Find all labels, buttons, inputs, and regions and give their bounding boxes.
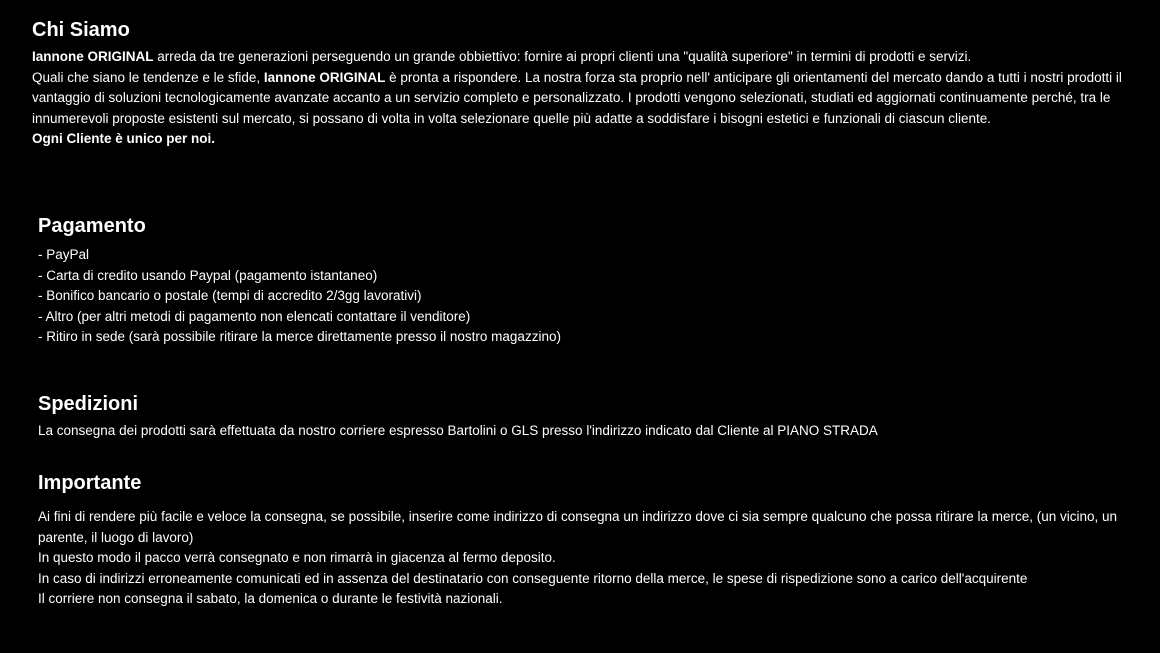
chi-siamo-heading: Chi Siamo	[32, 19, 130, 41]
importante-body	[38, 507, 1123, 610]
payment-method-item: - Altro (per altri metodi di pagamento non elencati contattare il venditore)	[38, 308, 471, 324]
chi-siamo-closing-text: Ogni Cliente è unico per noi.	[32, 131, 216, 146]
payment-method-item: - Carta di credito usando Paypal (pagamento istantaneo)	[38, 267, 378, 283]
importante-section	[38, 471, 1123, 610]
chi-siamo-p2-pre: Quali che siano le tendenze e le sfide,	[32, 69, 264, 85]
payment-method-item: - PayPal	[38, 247, 90, 262]
pagamento-heading: Pagamento	[38, 215, 146, 237]
importante-paragraph-3: In caso di indirizzi erroneamente comunicati ed in assenza del destinatario con conseguente ritorno della merce, le spese di rispedizione sono a carico dell'acquirente	[38, 570, 1028, 586]
importante-heading: Importante	[38, 472, 142, 494]
payment-method-item: - Ritiro in sede (sarà possibile ritirare la merce direttamente presso il nostro magazzino)	[38, 329, 561, 344]
spedizioni-body	[38, 421, 1118, 442]
chi-siamo-section	[32, 18, 1122, 150]
chi-siamo-paragraph-1	[32, 47, 1122, 68]
spedizioni-text: La consegna dei prodotti sarà effettuata da nostro corriere espresso Bartolini o GLS presso l'indirizzo indicato dal Cliente al PIANO STRADA	[38, 423, 878, 438]
spedizioni-section	[38, 392, 1118, 442]
payment-methods-list	[38, 245, 1118, 348]
pagamento-section	[38, 214, 1118, 348]
chi-siamo-p2-text: è pronta a rispondere. La nostra forza sta proprio nell' anticipare gli orientamenti del mercato dando a tutti i nostri prodotti il vantaggio di soluzioni tecnologicamente avanzate accanto a un servizio completo e personalizzato. I prodotti vengono selezionati, studiati ed aggiornati continuamente perché, tra le innumerevoli proposte esistenti sul mercato, si possano di volta in volta selezionare quelle più adatte a soddisfare i bisogni estetici e funzionali di ciascun cliente.	[32, 69, 1122, 126]
importante-paragraph-4: Il corriere non consegna il sabato, la domenica o durante le festività nazionali.	[38, 591, 503, 606]
importante-paragraph-1: Ai fini di rendere più facile e veloce la consegna, se possibile, inserire come indirizzo di consegna un indirizzo dove ci sia sempre qualcuno che possa ritirare la merce, (un vicino, un parente, il luogo di lavoro)	[38, 509, 1118, 545]
chi-siamo-paragraph-2	[32, 68, 1122, 130]
chi-siamo-closing	[32, 129, 1122, 150]
chi-siamo-p1-text: arreda da tre generazioni perseguendo un grande obbiettivo: fornire ai propri clienti una "qualità superiore" in termini di prodotti e servizi.	[153, 49, 972, 64]
brand-name: Iannone ORIGINAL	[32, 49, 154, 64]
payment-method-item: - Bonifico bancario o postale (tempi di accredito 2/3gg lavorativi)	[38, 288, 422, 303]
chi-siamo-body	[32, 47, 1122, 150]
spedizioni-heading: Spedizioni	[38, 393, 138, 415]
brand-name: Iannone ORIGINAL	[263, 69, 386, 85]
importante-paragraph-2: In questo modo il pacco verrà consegnato e non rimarrà in giacenza al fermo deposito.	[38, 550, 556, 565]
